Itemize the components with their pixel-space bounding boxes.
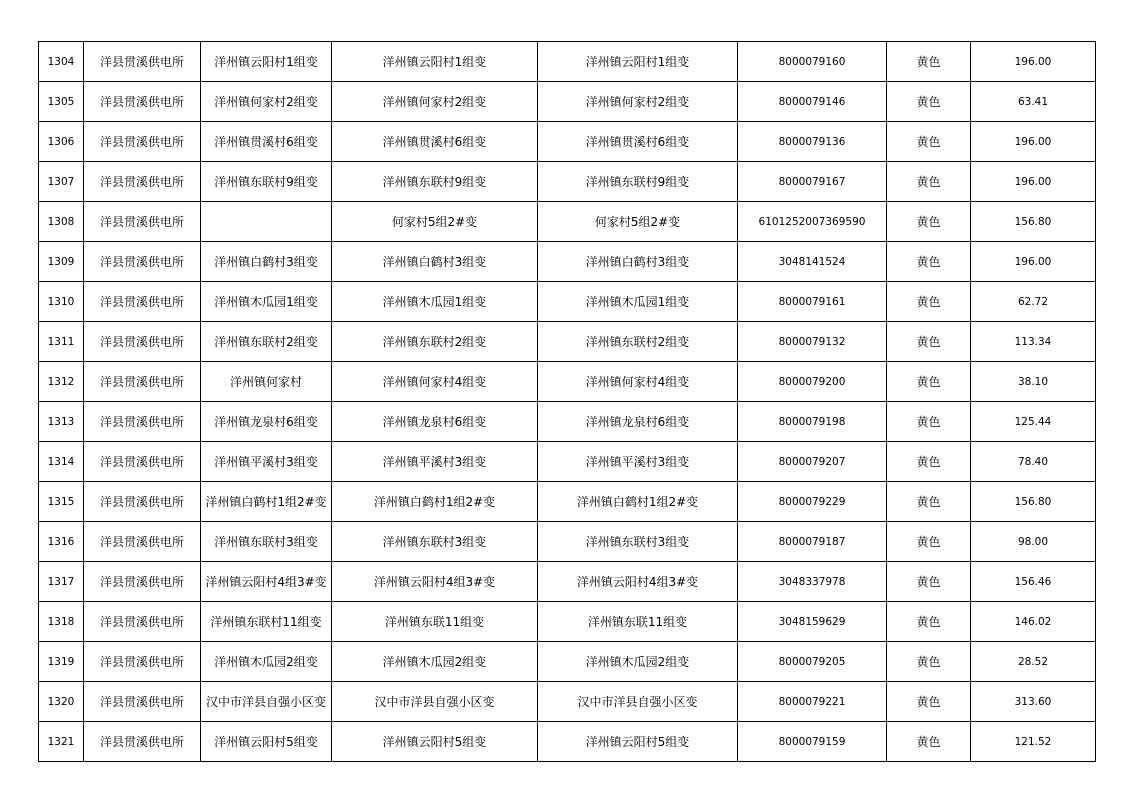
- cell-area: 洋州镇白鹤村3组变: [201, 242, 332, 282]
- table-row: [39, 322, 1096, 362]
- cell-transformer: 洋州镇东联11组变: [538, 602, 738, 642]
- cell-account-number: 3048337978: [738, 562, 887, 602]
- cell-amount: 121.52: [971, 722, 1096, 762]
- cell-account-number: 8000079160: [738, 42, 887, 82]
- cell-color-level: 黄色: [887, 522, 971, 562]
- cell-account-number: 8000079187: [738, 522, 887, 562]
- cell-transformer: 洋州镇东联村3组变: [538, 522, 738, 562]
- cell-account-number: 8000079167: [738, 162, 887, 202]
- cell-transformer: 洋州镇云阳村1组变: [538, 42, 738, 82]
- cell-transformer: 洋州镇木瓜园2组变: [538, 642, 738, 682]
- cell-amount: 156.80: [971, 202, 1096, 242]
- cell-name: 洋州镇何家村4组变: [332, 362, 538, 402]
- cell-name: 洋州镇木瓜园2组变: [332, 642, 538, 682]
- cell-row-number: 1307: [39, 162, 84, 202]
- cell-transformer: 洋州镇何家村2组变: [538, 82, 738, 122]
- cell-amount: 313.60: [971, 682, 1096, 722]
- cell-amount: 125.44: [971, 402, 1096, 442]
- cell-account-number: 8000079229: [738, 482, 887, 522]
- cell-name: 洋州镇白鹤村3组变: [332, 242, 538, 282]
- cell-area: 洋州镇东联村2组变: [201, 322, 332, 362]
- cell-name: 洋州镇东联村3组变: [332, 522, 538, 562]
- cell-transformer: 洋州镇贯溪村6组变: [538, 122, 738, 162]
- cell-row-number: 1305: [39, 82, 84, 122]
- cell-color-level: 黄色: [887, 42, 971, 82]
- cell-area: 洋州镇东联村3组变: [201, 522, 332, 562]
- cell-amount: 28.52: [971, 642, 1096, 682]
- cell-supply-station: 洋县贯溪供电所: [84, 482, 201, 522]
- cell-area: 洋州镇何家村2组变: [201, 82, 332, 122]
- cell-supply-station: 洋县贯溪供电所: [84, 82, 201, 122]
- table-row: [39, 82, 1096, 122]
- cell-area: 洋州镇木瓜园2组变: [201, 642, 332, 682]
- cell-transformer: 洋州镇平溪村3组变: [538, 442, 738, 482]
- cell-amount: 196.00: [971, 122, 1096, 162]
- cell-account-number: 8000079200: [738, 362, 887, 402]
- cell-supply-station: 洋县贯溪供电所: [84, 322, 201, 362]
- cell-supply-station: 洋县贯溪供电所: [84, 282, 201, 322]
- cell-row-number: 1306: [39, 122, 84, 162]
- cell-name: 汉中市洋县自强小区变: [332, 682, 538, 722]
- cell-color-level: 黄色: [887, 82, 971, 122]
- cell-supply-station: 洋县贯溪供电所: [84, 162, 201, 202]
- cell-supply-station: 洋县贯溪供电所: [84, 522, 201, 562]
- cell-transformer: 何家村5组2#变: [538, 202, 738, 242]
- cell-area: [201, 202, 332, 242]
- table-row: [39, 122, 1096, 162]
- cell-supply-station: 洋县贯溪供电所: [84, 602, 201, 642]
- cell-supply-station: 洋县贯溪供电所: [84, 402, 201, 442]
- cell-account-number: 8000079136: [738, 122, 887, 162]
- table-row: [39, 722, 1096, 762]
- cell-supply-station: 洋县贯溪供电所: [84, 122, 201, 162]
- cell-color-level: 黄色: [887, 482, 971, 522]
- cell-row-number: 1315: [39, 482, 84, 522]
- cell-account-number: 8000079159: [738, 722, 887, 762]
- cell-area: 洋州镇平溪村3组变: [201, 442, 332, 482]
- table-row: [39, 282, 1096, 322]
- cell-name: 洋州镇东联村9组变: [332, 162, 538, 202]
- cell-area: 洋州镇木瓜园1组变: [201, 282, 332, 322]
- cell-color-level: 黄色: [887, 402, 971, 442]
- table-row: [39, 42, 1096, 82]
- cell-supply-station: 洋县贯溪供电所: [84, 682, 201, 722]
- cell-amount: 63.41: [971, 82, 1096, 122]
- cell-name: 洋州镇平溪村3组变: [332, 442, 538, 482]
- cell-name: 洋州镇云阳村4组3#变: [332, 562, 538, 602]
- cell-transformer: 洋州镇白鹤村3组变: [538, 242, 738, 282]
- cell-color-level: 黄色: [887, 442, 971, 482]
- cell-row-number: 1309: [39, 242, 84, 282]
- table-row: [39, 202, 1096, 242]
- table-row: [39, 562, 1096, 602]
- cell-transformer: 洋州镇东联村2组变: [538, 322, 738, 362]
- cell-area: 洋州镇云阳村1组变: [201, 42, 332, 82]
- cell-transformer: 洋州镇云阳村4组3#变: [538, 562, 738, 602]
- table-row: [39, 482, 1096, 522]
- cell-supply-station: 洋县贯溪供电所: [84, 442, 201, 482]
- data-table: [38, 41, 1096, 762]
- cell-color-level: 黄色: [887, 362, 971, 402]
- cell-amount: 62.72: [971, 282, 1096, 322]
- cell-name: 洋州镇东联11组变: [332, 602, 538, 642]
- table-body: [39, 42, 1096, 762]
- cell-color-level: 黄色: [887, 282, 971, 322]
- cell-supply-station: 洋县贯溪供电所: [84, 642, 201, 682]
- table-row: [39, 242, 1096, 282]
- cell-supply-station: 洋县贯溪供电所: [84, 722, 201, 762]
- cell-amount: 98.00: [971, 522, 1096, 562]
- cell-transformer: 洋州镇龙泉村6组变: [538, 402, 738, 442]
- cell-color-level: 黄色: [887, 602, 971, 642]
- cell-account-number: 8000079146: [738, 82, 887, 122]
- cell-account-number: 8000079205: [738, 642, 887, 682]
- table-row: [39, 162, 1096, 202]
- cell-row-number: 1310: [39, 282, 84, 322]
- cell-color-level: 黄色: [887, 242, 971, 282]
- cell-row-number: 1317: [39, 562, 84, 602]
- cell-color-level: 黄色: [887, 322, 971, 362]
- cell-name: 洋州镇云阳村1组变: [332, 42, 538, 82]
- cell-amount: 156.80: [971, 482, 1096, 522]
- table-row: [39, 602, 1096, 642]
- cell-account-number: 3048159629: [738, 602, 887, 642]
- cell-row-number: 1311: [39, 322, 84, 362]
- cell-row-number: 1320: [39, 682, 84, 722]
- cell-color-level: 黄色: [887, 122, 971, 162]
- cell-supply-station: 洋县贯溪供电所: [84, 202, 201, 242]
- cell-supply-station: 洋县贯溪供电所: [84, 242, 201, 282]
- cell-row-number: 1314: [39, 442, 84, 482]
- cell-supply-station: 洋县贯溪供电所: [84, 362, 201, 402]
- cell-row-number: 1308: [39, 202, 84, 242]
- cell-supply-station: 洋县贯溪供电所: [84, 562, 201, 602]
- cell-area: 洋州镇白鹤村1组2#变: [201, 482, 332, 522]
- cell-area: 洋州镇何家村: [201, 362, 332, 402]
- table-row: [39, 442, 1096, 482]
- cell-row-number: 1321: [39, 722, 84, 762]
- table-row: [39, 642, 1096, 682]
- cell-color-level: 黄色: [887, 682, 971, 722]
- cell-name: 洋州镇白鹤村1组2#变: [332, 482, 538, 522]
- cell-amount: 196.00: [971, 242, 1096, 282]
- cell-area: 洋州镇贯溪村6组变: [201, 122, 332, 162]
- cell-name: 洋州镇龙泉村6组变: [332, 402, 538, 442]
- cell-name: 何家村5组2#变: [332, 202, 538, 242]
- cell-area: 洋州镇云阳村4组3#变: [201, 562, 332, 602]
- table-row: [39, 522, 1096, 562]
- cell-amount: 156.46: [971, 562, 1096, 602]
- cell-account-number: 6101252007369590: [738, 202, 887, 242]
- cell-account-number: 8000079198: [738, 402, 887, 442]
- cell-supply-station: 洋县贯溪供电所: [84, 42, 201, 82]
- cell-area: 洋州镇云阳村5组变: [201, 722, 332, 762]
- cell-area: 洋州镇东联村11组变: [201, 602, 332, 642]
- table-row: [39, 362, 1096, 402]
- cell-amount: 113.34: [971, 322, 1096, 362]
- cell-amount: 78.40: [971, 442, 1096, 482]
- table-row: [39, 402, 1096, 442]
- cell-transformer: 洋州镇云阳村5组变: [538, 722, 738, 762]
- cell-color-level: 黄色: [887, 202, 971, 242]
- cell-row-number: 1313: [39, 402, 84, 442]
- cell-account-number: 8000079132: [738, 322, 887, 362]
- cell-color-level: 黄色: [887, 722, 971, 762]
- cell-name: 洋州镇东联村2组变: [332, 322, 538, 362]
- cell-color-level: 黄色: [887, 642, 971, 682]
- cell-transformer: 洋州镇何家村4组变: [538, 362, 738, 402]
- cell-name: 洋州镇贯溪村6组变: [332, 122, 538, 162]
- cell-name: 洋州镇何家村2组变: [332, 82, 538, 122]
- cell-transformer: 洋州镇白鹤村1组2#变: [538, 482, 738, 522]
- cell-row-number: 1312: [39, 362, 84, 402]
- cell-row-number: 1318: [39, 602, 84, 642]
- cell-area: 洋州镇龙泉村6组变: [201, 402, 332, 442]
- cell-color-level: 黄色: [887, 562, 971, 602]
- table-row: [39, 682, 1096, 722]
- cell-account-number: 8000079221: [738, 682, 887, 722]
- cell-amount: 146.02: [971, 602, 1096, 642]
- cell-area: 汉中市洋县自强小区变: [201, 682, 332, 722]
- cell-transformer: 汉中市洋县自强小区变: [538, 682, 738, 722]
- cell-amount: 196.00: [971, 42, 1096, 82]
- cell-area: 洋州镇东联村9组变: [201, 162, 332, 202]
- cell-transformer: 洋州镇东联村9组变: [538, 162, 738, 202]
- cell-color-level: 黄色: [887, 162, 971, 202]
- cell-transformer: 洋州镇木瓜园1组变: [538, 282, 738, 322]
- cell-row-number: 1316: [39, 522, 84, 562]
- cell-account-number: 8000079161: [738, 282, 887, 322]
- cell-amount: 38.10: [971, 362, 1096, 402]
- cell-account-number: 3048141524: [738, 242, 887, 282]
- cell-account-number: 8000079207: [738, 442, 887, 482]
- cell-name: 洋州镇木瓜园1组变: [332, 282, 538, 322]
- cell-row-number: 1304: [39, 42, 84, 82]
- cell-row-number: 1319: [39, 642, 84, 682]
- cell-name: 洋州镇云阳村5组变: [332, 722, 538, 762]
- cell-amount: 196.00: [971, 162, 1096, 202]
